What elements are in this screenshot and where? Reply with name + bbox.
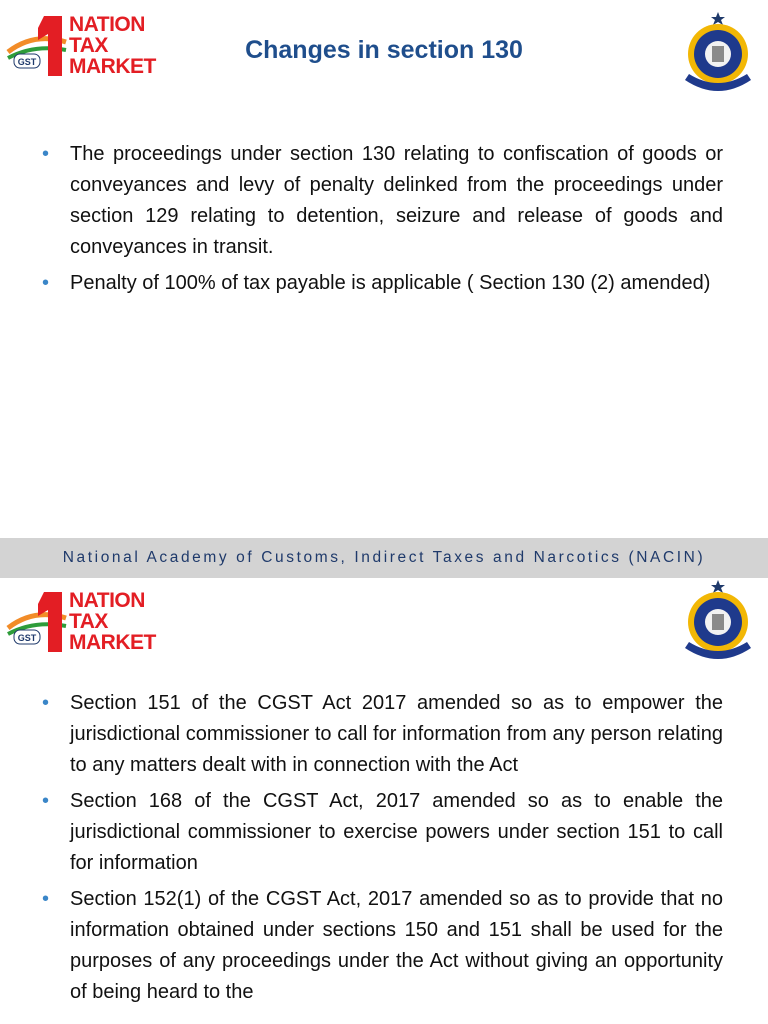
slide-title: Changes in section 130 xyxy=(245,36,523,64)
logo-line-1: NATION xyxy=(69,13,145,36)
gst-one-logo-icon xyxy=(4,590,74,660)
gst-badge-text: GST xyxy=(17,633,37,643)
cbic-emblem-icon xyxy=(675,10,761,96)
logo-line-1: NATION xyxy=(69,589,145,612)
bullet-dot-icon: • xyxy=(42,790,50,812)
list-item: • Section 151 of the CGST Act 2017 amended so as to empower the jurisdictional commissioner to call for information from any person relating to any matters dealt with in connection with the Act xyxy=(40,688,723,781)
logo-line-3: MARKET xyxy=(69,55,156,78)
slide-2 xyxy=(0,578,768,1024)
logo-line-2: TAX xyxy=(69,610,108,633)
slide-1-bullet-list xyxy=(40,139,723,304)
bullet-dot-icon: • xyxy=(42,888,50,910)
list-item: • Penalty of 100% of tax payable is applicable ( Section 130 (2) amended) xyxy=(40,268,723,299)
nation-tax-market-logo xyxy=(4,590,174,660)
list-item: • The proceedings under section 130 relating to confiscation of goods or conveyances and levy of penalty delinked from the proceedings under section 129 relating to detention, seizure and release of goods and conveyances in transit. xyxy=(40,139,723,263)
footer-band xyxy=(0,538,768,578)
logo-line-2: TAX xyxy=(69,34,108,57)
list-item: • Section 168 of the CGST Act, 2017 amended so as to enable the jurisdictional commissioner to exercise powers under section 151 to call for information xyxy=(40,786,723,879)
bullet-dot-icon: • xyxy=(42,272,50,294)
logo-line-3: MARKET xyxy=(69,631,156,654)
cbic-emblem-icon xyxy=(675,578,761,664)
footer-text: National Academy of Customs, Indirect Taxes and Narcotics (NACIN) xyxy=(62,549,706,566)
list-item: • Section 152(1) of the CGST Act, 2017 amended so as to provide that no information obtained under sections 150 and 151 shall be used for the purposes of any proceedings under the Act without giving an opportunity of being heard to the xyxy=(40,884,723,1008)
gst-badge-text: GST xyxy=(17,57,37,67)
slide-2-bullet-list xyxy=(40,688,723,1013)
bullet-dot-icon: • xyxy=(42,692,50,714)
logo-wordmark xyxy=(69,590,156,653)
bullet-dot-icon: • xyxy=(42,143,50,165)
